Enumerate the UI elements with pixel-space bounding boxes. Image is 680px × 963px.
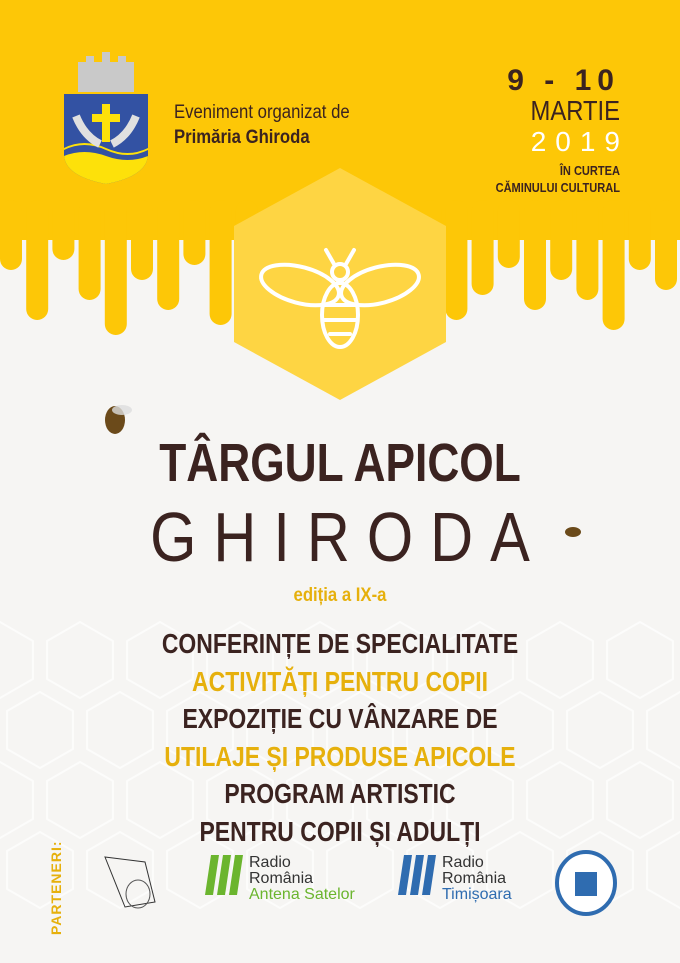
radio-name: România (249, 870, 314, 887)
honey-drip (655, 200, 677, 290)
program-item: PENTRU COPII ȘI ADULȚI (199, 815, 481, 847)
radio-name: Radio (442, 854, 484, 871)
honey-drip (79, 200, 101, 300)
program-item: ACTIVITĂȚI PENTRU COPII (192, 665, 488, 697)
venue-line: ÎN CURTEA (559, 163, 620, 178)
honey-drip (550, 200, 572, 280)
partners-label: PARTENERI: (48, 840, 64, 935)
event-date (420, 64, 629, 196)
program-item: PROGRAM ARTISTIC (224, 778, 456, 809)
honey-drip (629, 200, 651, 270)
honey-drip (603, 200, 625, 330)
ghiroda-coat-of-arms (62, 52, 150, 184)
program-item: EXPOZIȚIE CU VÂNZARE DE (182, 703, 498, 734)
date-year: 2019 (530, 126, 629, 157)
partner-radio-antena-satelor (205, 855, 355, 903)
title-line-2: GHIRODA (150, 498, 547, 576)
radio-station: Antena Satelor (249, 886, 355, 903)
partner-radio-timisoara (398, 855, 512, 903)
honey-drip (472, 200, 494, 295)
organizer-text (174, 100, 350, 150)
venue-line: CĂMINULUI CULTURAL (495, 180, 620, 195)
honey-drip (445, 200, 467, 320)
radio-romania-icon (205, 855, 243, 895)
radio-name: România (442, 870, 507, 887)
honey-drip (576, 200, 598, 300)
program-item: UTILAJE ȘI PRODUSE APICOLE (164, 740, 516, 772)
honey-drip (105, 200, 127, 335)
program-list (0, 625, 680, 850)
radio-name: Radio (249, 854, 291, 871)
program-item: CONFERINȚE DE SPECIALITATE (161, 628, 519, 659)
date-days: 9 - 10 (507, 64, 620, 97)
radio-station: Timișoara (442, 886, 512, 903)
honey-drip (210, 200, 232, 325)
honey-drip (26, 200, 48, 320)
honey-drip (131, 200, 153, 280)
organizer-line: Eveniment organizat de (174, 102, 350, 123)
honey-drip (524, 200, 546, 310)
university-seal-logo (555, 850, 617, 916)
honey-drip (498, 200, 520, 268)
honey-drip (0, 200, 22, 270)
organizer-name: Primăria Ghiroda (174, 127, 310, 148)
edition: ediția a IX-a (293, 585, 387, 606)
honey-drip (52, 200, 74, 260)
beekeepers-logo (100, 852, 160, 912)
radio-romania-icon (398, 855, 436, 895)
date-month: MARTIE (530, 95, 620, 126)
bee-photo-icon (105, 405, 132, 434)
title-line-1: TÂRGUL APICOL (159, 433, 521, 493)
honey-drip (183, 200, 205, 265)
honey-drip (157, 200, 179, 310)
